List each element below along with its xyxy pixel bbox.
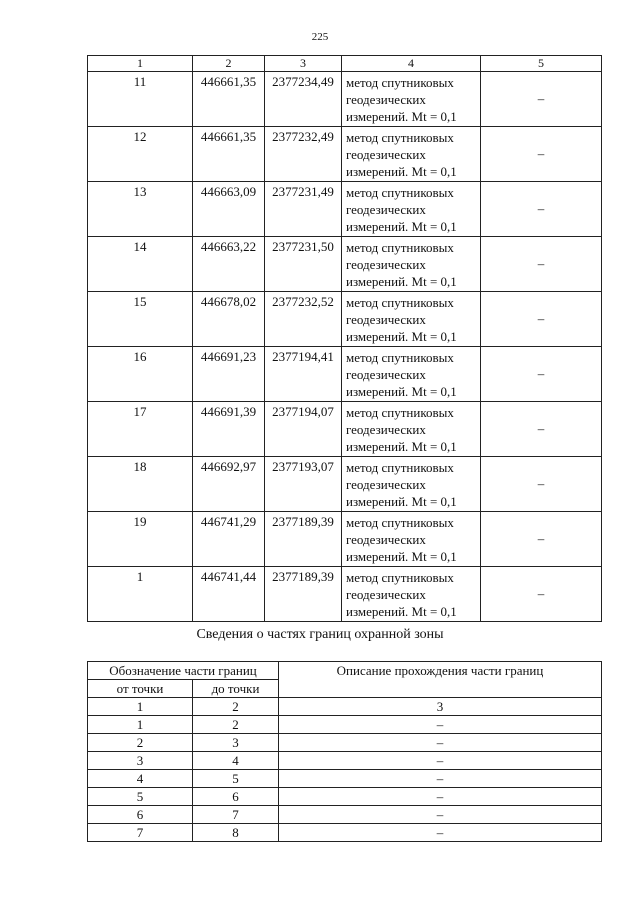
table-row: [88, 347, 602, 402]
from-point: 6: [88, 806, 193, 824]
column-number-4: 4: [342, 56, 481, 72]
point-number: 18: [88, 457, 193, 512]
to-point: 2: [193, 716, 279, 734]
parts-table-header-group: [88, 662, 602, 680]
to-point: 8: [193, 824, 279, 842]
coordinate-x: 446741,29: [193, 512, 265, 567]
point-note: –: [481, 457, 602, 512]
method-line: метод спутниковых: [346, 75, 454, 90]
table-row: [88, 237, 602, 292]
column-number-2: 2: [193, 698, 279, 716]
column-number-1: 1: [88, 56, 193, 72]
measurement-method: [342, 127, 481, 182]
part-description: –: [279, 734, 602, 752]
coordinate-x: 446678,02: [193, 292, 265, 347]
table-row: [88, 806, 602, 824]
method-line: измерений. Mt = 0,1: [346, 604, 457, 619]
part-description: –: [279, 824, 602, 842]
section-title: Сведения о частях границ охранной зоны: [196, 627, 444, 642]
method-line: геодезических: [346, 147, 426, 162]
method-line: метод спутниковых: [346, 240, 454, 255]
from-point: 4: [88, 770, 193, 788]
point-note: –: [481, 292, 602, 347]
method-line: геодезических: [346, 587, 426, 602]
table-row: [88, 512, 602, 567]
method-line: измерений. Mt = 0,1: [346, 384, 457, 399]
to-point: 4: [193, 752, 279, 770]
method-line: измерений. Mt = 0,1: [346, 329, 457, 344]
method-line: измерений. Mt = 0,1: [346, 219, 457, 234]
point-note: –: [481, 72, 602, 127]
coordinate-x: 446691,23: [193, 347, 265, 402]
method-line: метод спутниковых: [346, 130, 454, 145]
table-row: [88, 788, 602, 806]
part-description: –: [279, 716, 602, 734]
table-row: [88, 770, 602, 788]
coordinate-x: 446692,97: [193, 457, 265, 512]
coordinate-y: 2377231,49: [265, 182, 342, 237]
method-line: метод спутниковых: [346, 405, 454, 420]
method-line: метод спутниковых: [346, 350, 454, 365]
method-line: измерений. Mt = 0,1: [346, 274, 457, 289]
part-description: –: [279, 770, 602, 788]
from-point: 1: [88, 716, 193, 734]
table-row: [88, 752, 602, 770]
measurement-method: [342, 567, 481, 622]
coordinate-y: 2377234,49: [265, 72, 342, 127]
method-line: геодезических: [346, 202, 426, 217]
method-line: метод спутниковых: [346, 460, 454, 475]
to-point: 6: [193, 788, 279, 806]
coordinate-x: 446663,09: [193, 182, 265, 237]
table-row: [88, 72, 602, 127]
method-line: метод спутниковых: [346, 570, 454, 585]
to-point: 5: [193, 770, 279, 788]
method-line: измерений. Mt = 0,1: [346, 164, 457, 179]
to-point: 7: [193, 806, 279, 824]
point-number: 17: [88, 402, 193, 457]
coordinate-x: 446691,39: [193, 402, 265, 457]
parts-table-column-numbers: [88, 698, 602, 716]
coordinates-table: [87, 55, 602, 622]
point-note: –: [481, 347, 602, 402]
header-from-point: от точки: [88, 680, 193, 698]
column-number-2: 2: [193, 56, 265, 72]
part-description: –: [279, 752, 602, 770]
from-point: 3: [88, 752, 193, 770]
table-row: [88, 182, 602, 237]
coordinate-y: 2377194,07: [265, 402, 342, 457]
point-number: 16: [88, 347, 193, 402]
part-description: –: [279, 788, 602, 806]
method-line: геодезических: [346, 312, 426, 327]
page-number: 225: [311, 31, 329, 43]
coordinate-x: 446741,44: [193, 567, 265, 622]
point-note: –: [481, 512, 602, 567]
coordinate-y: 2377231,50: [265, 237, 342, 292]
point-note: –: [481, 402, 602, 457]
coordinate-y: 2377194,41: [265, 347, 342, 402]
coordinate-x: 446663,22: [193, 237, 265, 292]
column-number-3: 3: [279, 698, 602, 716]
coordinate-x: 446661,35: [193, 127, 265, 182]
coordinate-y: 2377232,49: [265, 127, 342, 182]
from-point: 7: [88, 824, 193, 842]
method-line: геодезических: [346, 477, 426, 492]
method-line: геодезических: [346, 92, 426, 107]
measurement-method: [342, 457, 481, 512]
table-row: [88, 567, 602, 622]
table-row: [88, 292, 602, 347]
point-number: 14: [88, 237, 193, 292]
table-row: [88, 734, 602, 752]
table-row: [88, 824, 602, 842]
point-number: 15: [88, 292, 193, 347]
point-note: –: [481, 182, 602, 237]
measurement-method: [342, 512, 481, 567]
point-number: 12: [88, 127, 193, 182]
table-row: [88, 457, 602, 512]
part-description: –: [279, 806, 602, 824]
method-line: геодезических: [346, 257, 426, 272]
measurement-method: [342, 292, 481, 347]
measurement-method: [342, 237, 481, 292]
table-row: [88, 716, 602, 734]
coordinate-y: 2377189,39: [265, 512, 342, 567]
method-line: геодезических: [346, 367, 426, 382]
from-point: 5: [88, 788, 193, 806]
header-description: Описание прохождения части границ: [279, 662, 602, 698]
table-row: [88, 402, 602, 457]
point-note: –: [481, 567, 602, 622]
column-number-3: 3: [265, 56, 342, 72]
point-note: –: [481, 237, 602, 292]
table-row: [88, 127, 602, 182]
measurement-method: [342, 347, 481, 402]
column-number-1: 1: [88, 698, 193, 716]
method-line: метод спутниковых: [346, 185, 454, 200]
from-point: 2: [88, 734, 193, 752]
coordinate-y: 2377189,39: [265, 567, 342, 622]
to-point: 3: [193, 734, 279, 752]
point-number: 11: [88, 72, 193, 127]
method-line: измерений. Mt = 0,1: [346, 494, 457, 509]
point-note: –: [481, 127, 602, 182]
method-line: геодезических: [346, 532, 426, 547]
point-number: 19: [88, 512, 193, 567]
coordinates-table-header: [88, 56, 602, 72]
method-line: измерений. Mt = 0,1: [346, 439, 457, 454]
point-number: 13: [88, 182, 193, 237]
measurement-method: [342, 402, 481, 457]
method-line: геодезических: [346, 422, 426, 437]
coordinate-y: 2377232,52: [265, 292, 342, 347]
header-to-point: до точки: [193, 680, 279, 698]
point-number: 1: [88, 567, 193, 622]
coordinate-y: 2377193,07: [265, 457, 342, 512]
measurement-method: [342, 72, 481, 127]
measurement-method: [342, 182, 481, 237]
method-line: метод спутниковых: [346, 515, 454, 530]
method-line: метод спутниковых: [346, 295, 454, 310]
boundary-parts-table: [87, 661, 602, 842]
coordinate-x: 446661,35: [193, 72, 265, 127]
method-line: измерений. Mt = 0,1: [346, 109, 457, 124]
method-line: измерений. Mt = 0,1: [346, 549, 457, 564]
column-number-5: 5: [481, 56, 602, 72]
header-part-designation: Обозначение части границ: [88, 662, 279, 680]
